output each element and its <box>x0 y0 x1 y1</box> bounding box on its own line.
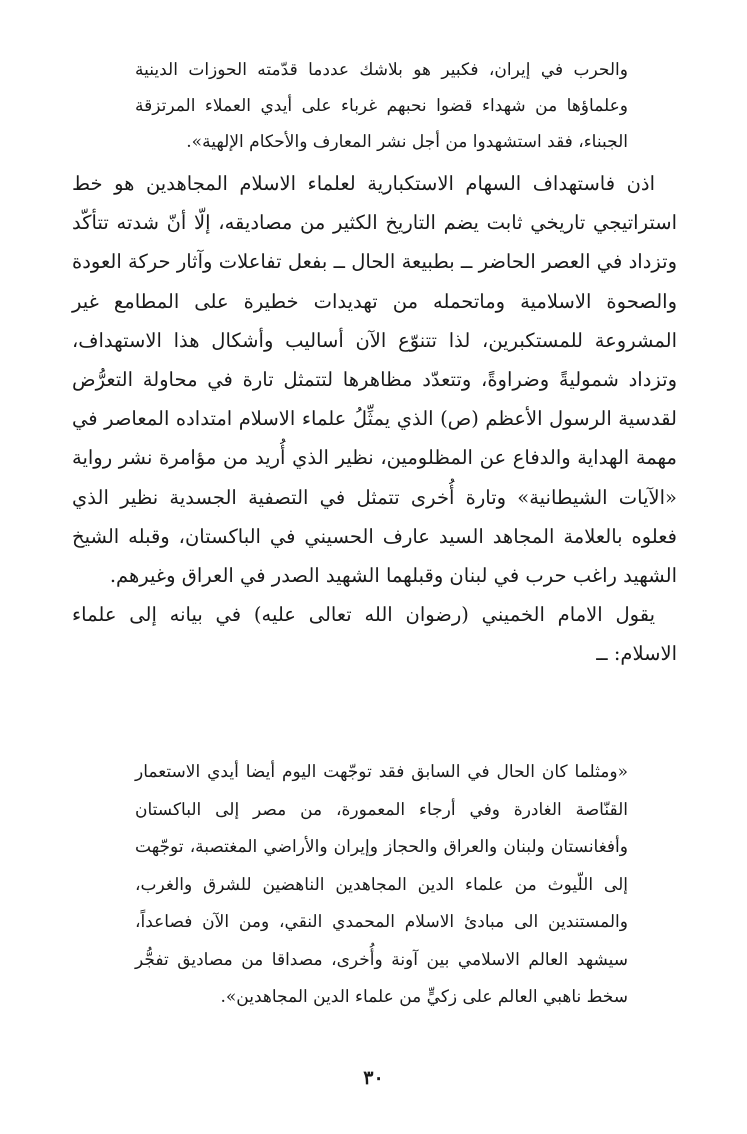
quote-top: والحرب في إيران، فكبير هو بلاشك عددما قدّمته الحوزات الدينية وعلماؤها من شهداء قضوا نحبهم غرباء على أيدي العملاء المرتزقة الجبناء، فقد استشهدوا من أجل نشر المعارف والأحكام الإلهية». <box>135 60 628 152</box>
quote-bottom: «ومثلما كان الحال في السابق فقد توجّهت اليوم أيضا أيدي الاستعمار القنّاصة الغادرة وفي أرجاء المعمورة، من مصر إلى الباكستان وأفغانستان ولبنان والعراق والحجاز وإيران والأراضي المغتصبة، توجّهت إلى اللّيوث من علماء الدين المجاهدين الناهضين للشرق والغرب، والمستندين الى مبادئ الاسلام المحمدي النقي، ومن الآن فصاعداً، سيشهد العالم الاسلامي بين آونة وأُخرى، مصداقا من مصاديق تفجُّر سخط ناهبي العالم على زكيٍّ من علماء الدين المجاهدين». <box>135 762 628 1007</box>
page-number: ٣٠ <box>363 1067 384 1089</box>
paragraph-1: اذن فاستهداف السهام الاستكبارية لعلماء الاسلام المجاهدين هو خط استراتيجي تاريخي ثابت يضم التاريخ الكثير من مصاديقه، إلّا أنّ شدته تتأكّد وتزداد في العصر الحاضر ــ بطبيعة الحال ــ بفعل تفاعلات وآثار حركة العودة والصحوة الاسلامية وماتحمله من تهديدات خطيرة على المطامع غير المشروعة للمستكبرين، لذا تتنوّع الآن أساليب وأشكال هذا الاستهداف، وتزداد شموليةً وضراوةً، وتتعدّد مظاهرها لتتمثل تارة في محاولة التعرُّض لقدسية الرسول الأعظم (ص) الذي يمثِّلُ علماء الاسلام امتداده المعاصر في مهمة الهداية والدفاع عن المظلومين، نظير الذي أُريد من مؤامرة نشر رواية «الآيات الشيطانية» وتارة أُخرى تتمثل في التصفية الجسدية نظير الذي فعلوه بالعلامة المجاهد السيد عارف الحسيني في الباكستان، وقبله الشيخ الشهيد راغب حرب في لبنان وقبلهما الشهيد الصدر في العراق وغيرهم. <box>72 172 677 588</box>
paragraph-2: يقول الامام الخميني (رضوان الله تعالى عليه) في بيانه إلى علماء الاسلام: ــ <box>72 603 677 666</box>
main-text <box>72 164 677 674</box>
